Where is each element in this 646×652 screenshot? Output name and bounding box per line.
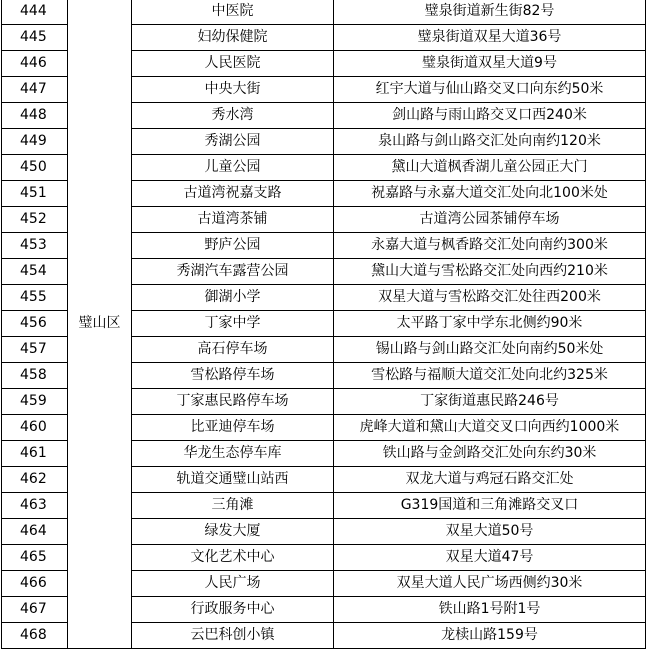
row-number: 457 — [2, 337, 68, 363]
location-address: 黛山大道枫香湖儿童公园正大门 — [334, 155, 646, 181]
location-name: 御湖小学 — [132, 285, 334, 311]
location-address: G319国道和三角滩路交叉口 — [334, 493, 646, 519]
location-address: 锡山路与剑山路交汇处向南约50米处 — [334, 337, 646, 363]
location-name: 绿发大厦 — [132, 519, 334, 545]
location-address: 璧泉街道双星大道9号 — [334, 51, 646, 77]
location-address: 祝嘉路与永嘉大道交汇处向北100米处 — [334, 181, 646, 207]
row-number: 449 — [2, 129, 68, 155]
location-name: 轨道交通璧山站西 — [132, 467, 334, 493]
row-number: 466 — [2, 571, 68, 597]
location-name: 丁家中学 — [132, 311, 334, 337]
row-number: 468 — [2, 623, 68, 649]
location-name: 华龙生态停车库 — [132, 441, 334, 467]
location-name: 三角滩 — [132, 493, 334, 519]
location-address: 黛山大道与雪松路交汇处向西约210米 — [334, 259, 646, 285]
location-name: 儿童公园 — [132, 155, 334, 181]
location-address: 雪松路与福顺大道交汇处向北约325米 — [334, 363, 646, 389]
row-number: 452 — [2, 207, 68, 233]
location-name: 妇幼保健院 — [132, 25, 334, 51]
row-number: 454 — [2, 259, 68, 285]
location-name: 文化艺术中心 — [132, 545, 334, 571]
location-address: 丁家街道惠民路246号 — [334, 389, 646, 415]
location-name: 丁家惠民路停车场 — [132, 389, 334, 415]
location-address: 古道湾公园茶铺停车场 — [334, 207, 646, 233]
location-name: 云巴科创小镇 — [132, 623, 334, 649]
location-name: 雪松路停车场 — [132, 363, 334, 389]
location-address: 璧泉街道双星大道36号 — [334, 25, 646, 51]
location-name: 中医院 — [132, 0, 334, 25]
location-address: 双龙大道与鸡冠石路交汇处 — [334, 467, 646, 493]
row-number: 445 — [2, 25, 68, 51]
row-number: 462 — [2, 467, 68, 493]
locations-table — [1, 0, 646, 649]
location-name: 行政服务中心 — [132, 597, 334, 623]
row-number: 444 — [2, 0, 68, 25]
row-number: 467 — [2, 597, 68, 623]
row-number: 460 — [2, 415, 68, 441]
location-name: 野庐公园 — [132, 233, 334, 259]
location-name: 人民广场 — [132, 571, 334, 597]
location-address: 双星大道与雪松路交汇处往西200米 — [334, 285, 646, 311]
location-address: 太平路丁家中学东北侧约90米 — [334, 311, 646, 337]
row-number: 461 — [2, 441, 68, 467]
table-row — [2, 0, 646, 25]
location-address: 双星大道50号 — [334, 519, 646, 545]
table-body — [2, 0, 646, 649]
location-name: 秀湖汽车露营公园 — [132, 259, 334, 285]
row-number: 451 — [2, 181, 68, 207]
row-number: 453 — [2, 233, 68, 259]
location-name: 秀水湾 — [132, 103, 334, 129]
location-name: 古道湾祝嘉支路 — [132, 181, 334, 207]
row-number: 458 — [2, 363, 68, 389]
row-number: 463 — [2, 493, 68, 519]
location-address: 泉山路与剑山路交汇处向南约120米 — [334, 129, 646, 155]
location-name: 比亚迪停车场 — [132, 415, 334, 441]
location-address: 双星大道47号 — [334, 545, 646, 571]
location-address: 永嘉大道与枫香路交汇处向南约300米 — [334, 233, 646, 259]
location-name: 中央大街 — [132, 77, 334, 103]
row-number: 448 — [2, 103, 68, 129]
location-address: 双星大道人民广场西侧约30米 — [334, 571, 646, 597]
row-number: 465 — [2, 545, 68, 571]
row-number: 447 — [2, 77, 68, 103]
location-address: 铁山路与金剑路交汇处向东约30米 — [334, 441, 646, 467]
district-cell: 璧山区 — [68, 0, 132, 649]
row-number: 450 — [2, 155, 68, 181]
location-address: 铁山路1号附1号 — [334, 597, 646, 623]
row-number: 464 — [2, 519, 68, 545]
location-address: 龙椟山路159号 — [334, 623, 646, 649]
location-address: 虎峰大道和黛山大道交叉口向西约1000米 — [334, 415, 646, 441]
location-address: 剑山路与雨山路交叉口西240米 — [334, 103, 646, 129]
location-name: 秀湖公园 — [132, 129, 334, 155]
row-number: 456 — [2, 311, 68, 337]
location-address: 璧泉街道新生街82号 — [334, 0, 646, 25]
location-address: 红宇大道与仙山路交叉口向东约50米 — [334, 77, 646, 103]
row-number: 446 — [2, 51, 68, 77]
row-number: 455 — [2, 285, 68, 311]
location-name: 高石停车场 — [132, 337, 334, 363]
location-name: 人民医院 — [132, 51, 334, 77]
location-name: 古道湾茶铺 — [132, 207, 334, 233]
row-number: 459 — [2, 389, 68, 415]
